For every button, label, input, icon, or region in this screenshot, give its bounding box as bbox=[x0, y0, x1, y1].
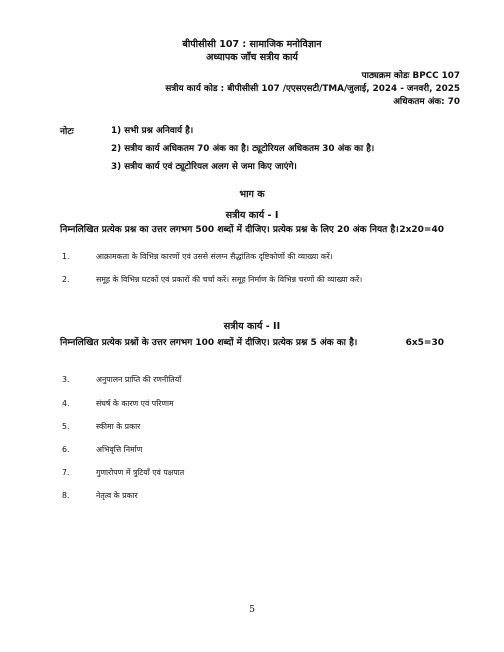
question-text: अभिवृत्ति निर्माण bbox=[96, 445, 143, 454]
question-text: आक्रामकता के विभिन्न कारणों एवं उससे संलग्न सैद्धांतिक दृष्टिकोणों की व्याख्या करें। bbox=[96, 252, 333, 261]
assignment-subtitle: अध्यापक जाँच सत्रीय कार्य bbox=[206, 52, 298, 63]
notes-label: नोटः bbox=[60, 127, 74, 137]
section-instruction bbox=[60, 224, 444, 236]
question-number: 6. bbox=[62, 445, 70, 454]
question-number: 4. bbox=[62, 399, 70, 408]
question-text: समूह के विभिन्न घटकों एवं प्रकारों की चर्चा करें। समूह निर्माण के विभिन्न चरणों की व्याख्या करें। bbox=[96, 275, 363, 284]
question-number: 3. bbox=[62, 375, 70, 384]
question-number: 7. bbox=[62, 468, 70, 477]
question-text: संघर्ष के कारण एवं परिणाम bbox=[96, 399, 174, 408]
question-text: स्कीमा के प्रकार bbox=[96, 422, 141, 431]
section-heading: सत्रीय कार्य - II bbox=[223, 321, 281, 332]
page-number: 5 bbox=[248, 604, 256, 615]
note-item: 1) सभी प्रश्न अनिवार्य है। bbox=[111, 126, 194, 136]
question-number: 5. bbox=[62, 422, 70, 431]
instruction-text: निम्नलिखित प्रत्येक प्रश्न का उत्तर लगभग 500 शब्दों में दीजिए। प्रत्येक प्रश्न के लिए 20 अंक नियत है। bbox=[60, 225, 399, 235]
course-code: पाठ्यक्रम कोडः BPCC 107 bbox=[361, 71, 460, 81]
instruction-text: निम्नलिखित प्रत्येक प्रश्नों के उत्तर लगभग 100 शब्दों में दीजिए। प्रत्येक प्रश्न 5 अंक का है। bbox=[60, 338, 358, 348]
part-heading: भाग क bbox=[239, 189, 265, 200]
assignment-code: सत्रीय कार्य कोड : बीपीसीसी 107 /एएसएसटी/TMA/जुलाई, 2024 - जनवरी, 2025 bbox=[165, 84, 460, 94]
section-marks: 2x20=40 bbox=[399, 225, 444, 235]
max-marks: अधिकतम अंक: 70 bbox=[393, 97, 460, 107]
question-number: 8. bbox=[62, 491, 70, 500]
note-item: 2) सत्रीय कार्य अधिकतम 70 अंक का है। ट्यूटोरियल अधिकतम 30 अंक का है। bbox=[111, 144, 375, 154]
note-item: 3) सत्रीय कार्य एवं ट्यूटोरियल अलग से जमा किए जाएंगे। bbox=[111, 162, 297, 172]
question-text: अनुपालन प्राप्ति की रणनीतियाँ bbox=[96, 375, 182, 384]
question-number: 2. bbox=[62, 275, 70, 284]
section-instruction bbox=[60, 337, 444, 349]
question-number: 1. bbox=[62, 252, 70, 261]
section-heading: सत्रीय कार्य - I bbox=[225, 210, 279, 221]
course-title: बीपीसीसी 107 : सामाजिक मनोविज्ञान bbox=[182, 39, 322, 50]
question-text: गुणारोपण में त्रुटियाँ एवं पक्षपात bbox=[96, 468, 185, 477]
question-text: नेतृत्व के प्रकार bbox=[96, 491, 138, 500]
section-marks: 6x5=30 bbox=[405, 338, 444, 348]
